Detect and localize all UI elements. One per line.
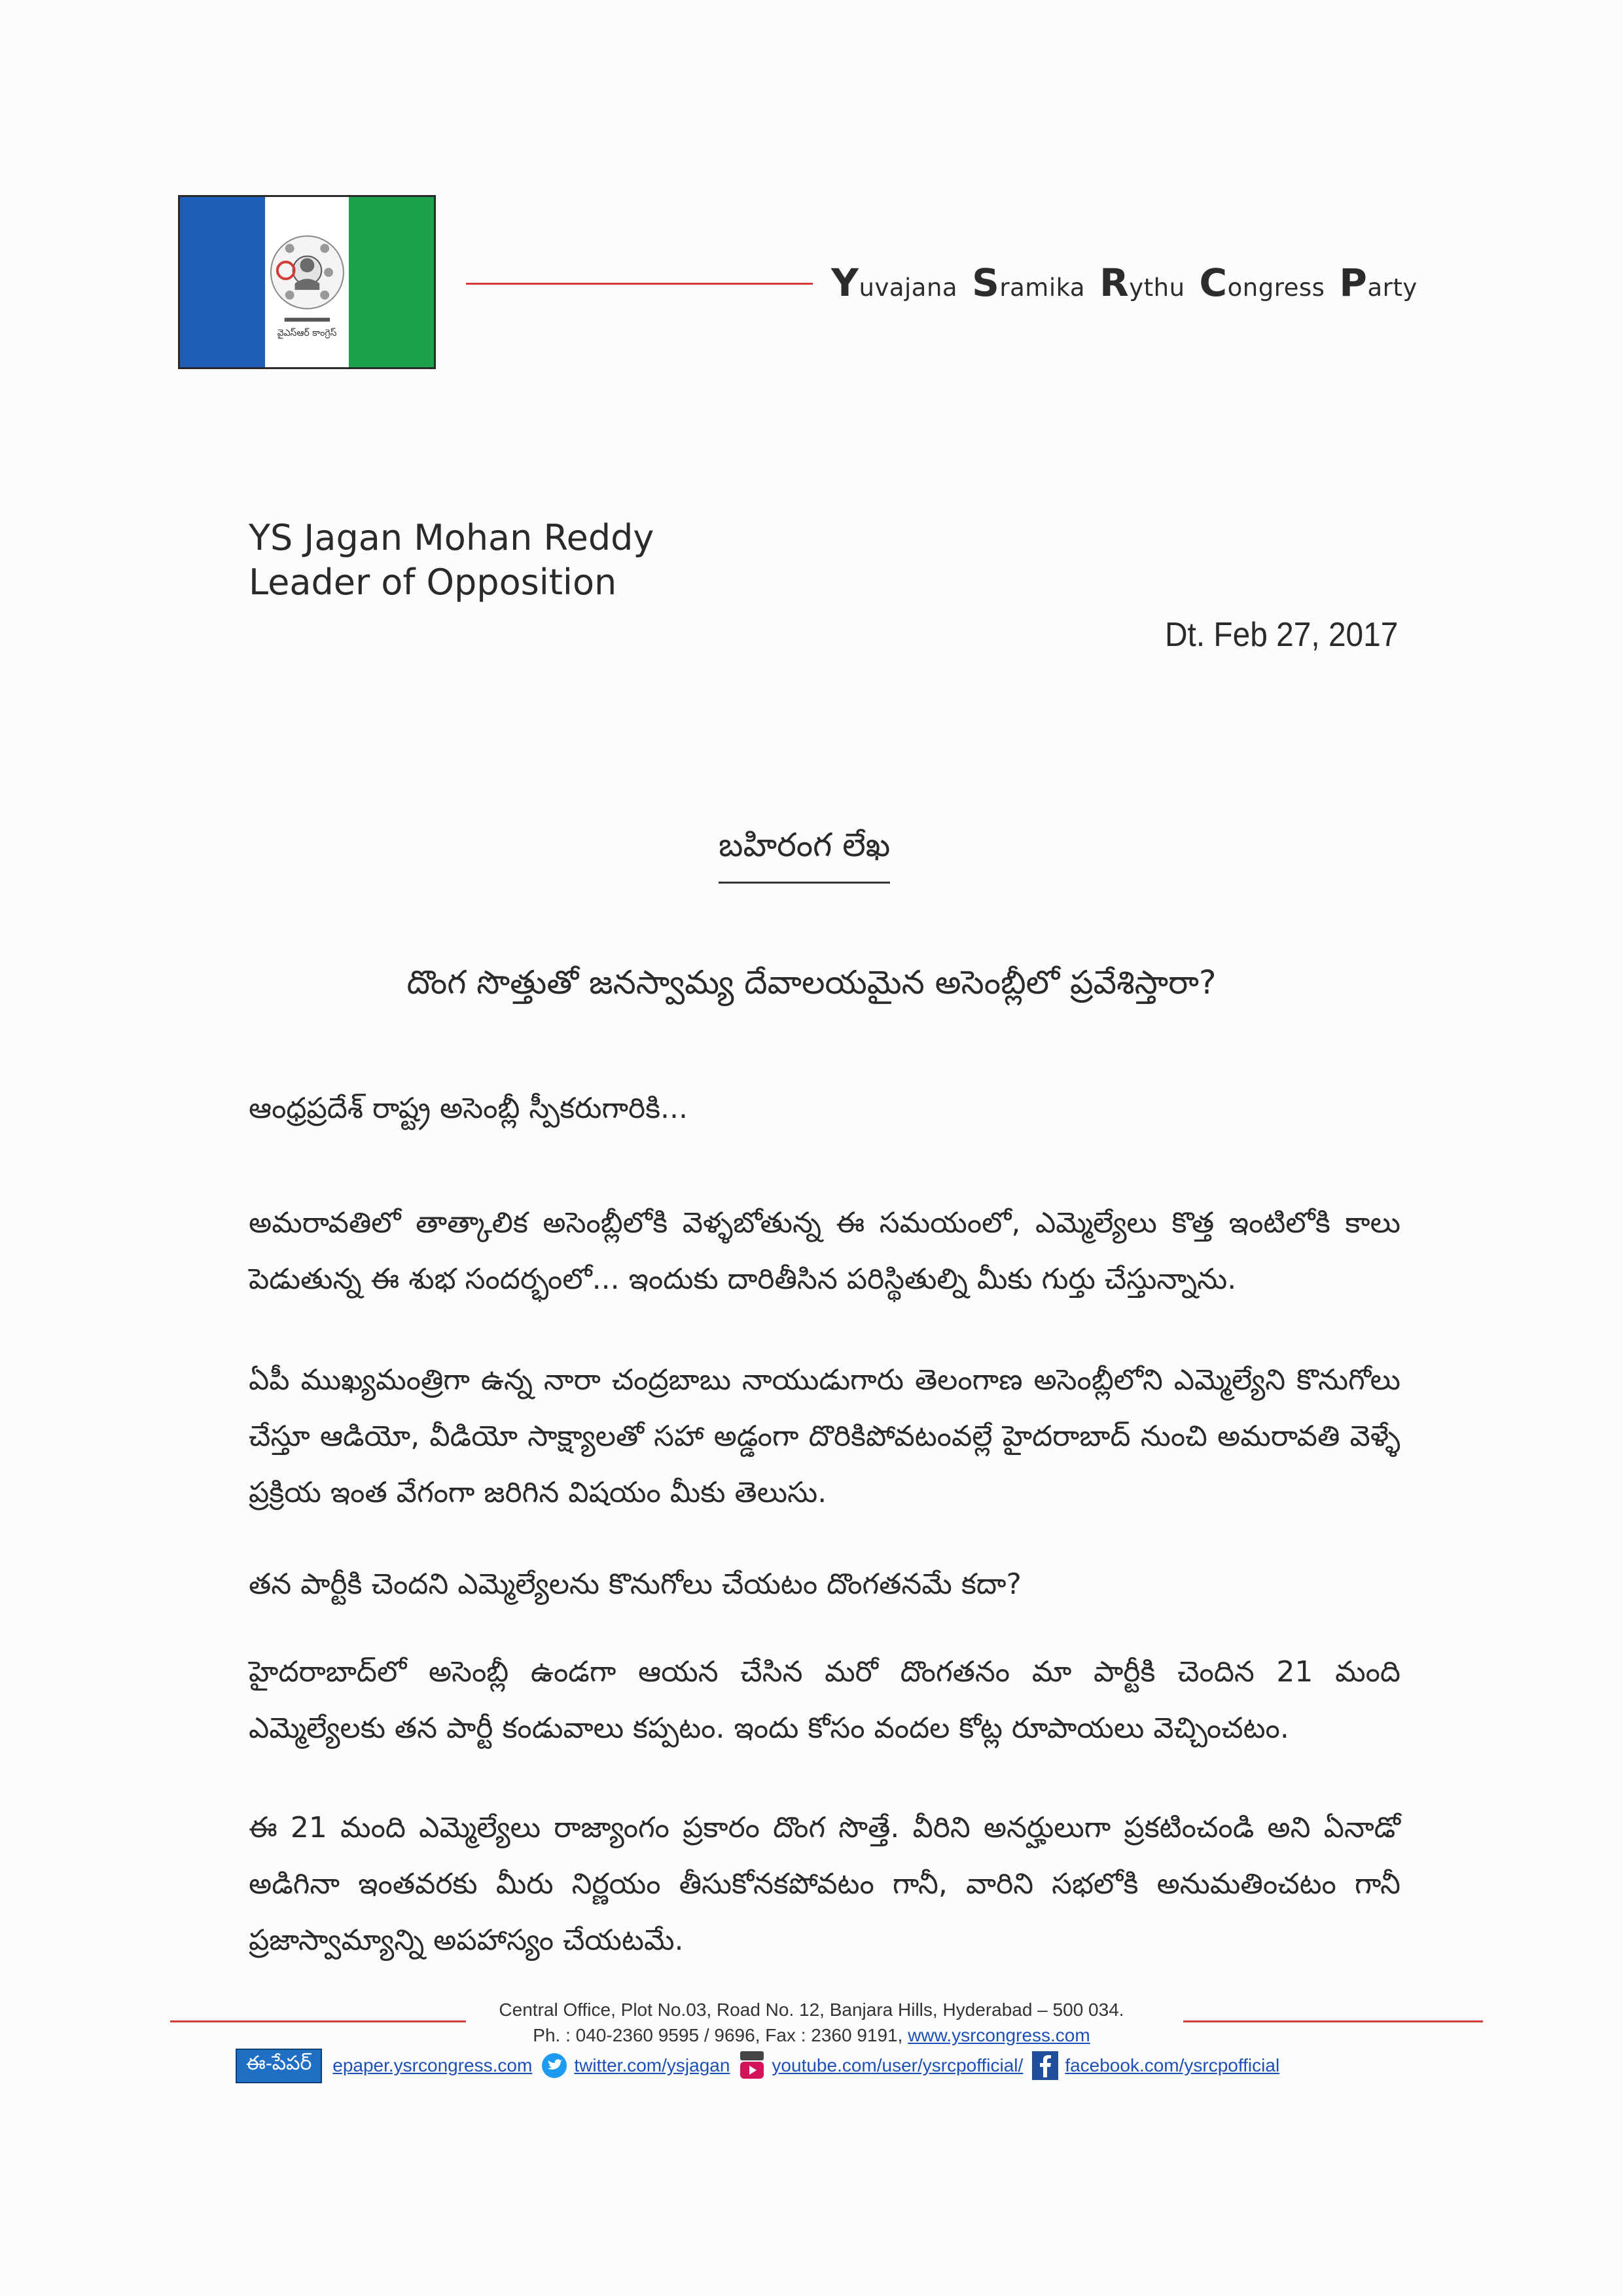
facebook-link[interactable]: facebook.com/ysrcpofficial [1065,2055,1280,2075]
flag-caption: వైఎస్ఆర్ కాంగ్రెస్ [277,328,337,338]
footer-links [236,2046,1279,2085]
flag-white-band [265,197,349,367]
office-address: Central Office, Plot No.03, Road No. 12, Banjara Hills, Hyderabad – 500 034. [499,2000,1124,2020]
sender-title: Leader of Opposition [249,562,617,603]
party-flag-logo [178,195,436,369]
twitter-link[interactable]: twitter.com/ysjagan [574,2055,730,2075]
party-name [831,260,1418,305]
party-word-congress: Congress [1199,260,1325,305]
party-word-rythu: Rythu [1099,260,1185,305]
sender-name: YS Jagan Mohan Reddy [249,517,654,558]
ysr-emblem-icon [265,197,349,367]
header-divider [466,283,813,285]
footer-divider-right [1183,2020,1483,2022]
contact-line [0,2025,1623,2046]
body-paragraph: ఈ 21 మంది ఎమ్మెల్యేలు రాజ్యాంగం ప్రకారం దొంగ సొత్తే. వీరిని అనర్హులుగా ప్రకటించండి అని ఏనాడో అడిగినా ఇంతవరకు మీరు నిర్ణయం తీసుకోనకపోవటం గానీ, వారిని సభలోకి అనుమతించటం గానీ ప్రజాస్వామ్యాన్ని అపహాస్యం చేయటమే. [249,1811,1400,1957]
twitter-icon[interactable] [541,2053,567,2079]
letter-salutation: ఆంధ్రప్రదేశ్ రాష్ట్ర అసెంబ్లీ స్పీకరుగారికి... [249,1092,688,1125]
website-link[interactable]: www.ysrcongress.com [908,2025,1090,2045]
party-word-yuvajana: Yuvajana [831,260,958,305]
epaper-badge[interactable]: ఈ-పేపర్ [236,2049,322,2083]
letter-subject: దొంగ సొత్తుతో జనస్వామ్య దేవాలయమైన అసెంబ్లీలో ప్రవేశిస్తారా? [406,963,1217,1001]
body-paragraph: అమరావతిలో తాత్కాలిక అసెంబ్లీలోకి వెళ్ళబోతున్న ఈ సమయంలో, ఎమ్మెల్యేలు కొత్త ఇంటిలోకి కాలు పెడుతున్న ఈ శుభ సందర్భంలో... ఇందుకు దారితీసిన పరిస్థితుల్ని మీకు గుర్తు చేస్తున్నాను. [249,1206,1400,1296]
epaper-link[interactable]: epaper.ysrcongress.com [332,2055,533,2075]
body-paragraph: తన పార్టీకి చెందని ఎమ్మెల్యేలను కొనుగోలు చేయటం దొంగతనమే కదా? [249,1568,1022,1601]
youtube-icon[interactable] [739,2051,765,2080]
letter-heading: బహిరంగ లేఖ [719,826,890,884]
flag-blue-band [180,197,265,367]
body-paragraph: ఏపీ ముఖ్యమంత్రిగా ఉన్న నారా చంద్రబాబు నాయుడుగారు తెలంగాణ అసెంబ్లీలోని ఎమ్మెల్యేని కొనుగోలు చేస్తూ ఆడియో, వీడియో సాక్ష్యాలతో సహా అడ్డంగా దొరికిపోవటంవల్లే హైదరాబాద్ నుంచి అమరావతి వెళ్ళే ప్రక్రియ ఇంత వేగంగా జరిగిన విషయం మీకు తెలుసు. [249,1363,1400,1509]
phone-fax: Ph. : 040-2360 9595 / 9696, Fax : 2360 9191, [533,2025,903,2045]
party-word-party: Party [1339,260,1418,305]
flag-green-band [349,197,434,367]
facebook-icon[interactable] [1032,2051,1058,2080]
party-word-sramika: Sramika [972,260,1086,305]
letter-date: Dt. Feb 27, 2017 [1165,616,1399,654]
footer-divider-left [170,2020,466,2022]
body-paragraph: హైదరాబాద్‌లో అసెంబ్లీ ఉండగా ఆయన చేసిన మరో దొంగతనం మా పార్టీకి చెందిన 21 మంది ఎమ్మెల్యేలకు తన పార్టీ కండువాలు కప్పటం. ఇందు కోసం వందల కోట్ల రూపాయలు వెచ్చించటం. [249,1655,1400,1745]
youtube-link[interactable]: youtube.com/user/ysrcpofficial/ [772,2055,1024,2075]
